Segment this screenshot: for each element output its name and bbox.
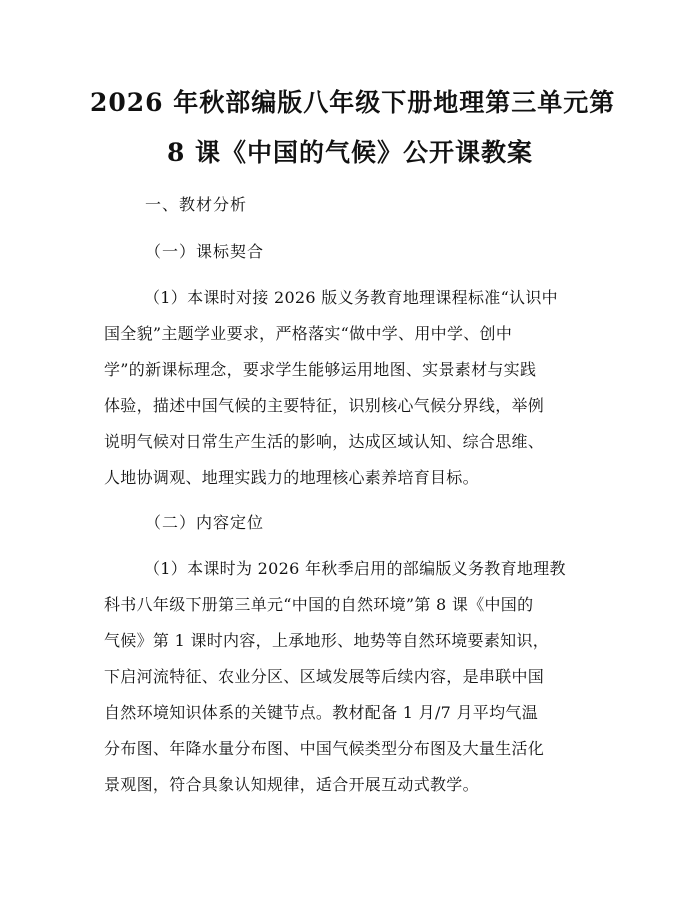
document-title-line-2: 8 课《中国的气候》公开课教案: [166, 138, 534, 167]
subsection-heading-curriculum: （一）课标契合: [145, 242, 265, 261]
paragraph-curriculum: [104, 280, 596, 496]
paragraph-line: （1）本课时为 2026 年秋季启用的部编版义务教育地理教: [144, 559, 566, 578]
paragraph-line: 气候》第 1 课时内容，上承地形、地势等自然环境要素知识，: [104, 631, 550, 650]
paragraph-line: 分布图、年降水量分布图、中国气候类型分布图及大量生活化: [104, 739, 545, 758]
paragraph-line: 下启河流特征、农业分区、区域发展等后续内容，是串联中国: [104, 667, 545, 686]
paragraph-content-positioning: [104, 551, 596, 803]
paragraph-line: 景观图，符合具象认知规律，适合开展互动式教学。: [104, 775, 479, 794]
section-heading-textbook-analysis: 一、教材分析: [145, 195, 248, 214]
document-title-line-1: 2026 年秋部编版八年级下册地理第三单元第: [90, 88, 616, 117]
paragraph-line: 学”的新课标理念，要求学生能够运用地图、实景素材与实践: [104, 360, 537, 379]
paragraph-line: 说明气候对日常生产生活的影响，达成区域认知、综合思维、: [104, 432, 545, 451]
paragraph-line: 科书八年级下册第三单元“中国的自然环境”第 8 课《中国的: [104, 595, 534, 614]
paragraph-line: 国全貌”主题学业要求，严格落实“做中学、用中学、创中: [104, 324, 513, 343]
paragraph-line: 自然环境知识体系的关键节点。教材配备 1 月/7 月平均气温: [104, 703, 539, 722]
paragraph-line: （1）本课时对接 2026 版义务教育地理课程标准“认识中: [144, 288, 558, 307]
subsection-heading-content-positioning: （二）内容定位: [145, 513, 265, 532]
paragraph-line: 人地协调观、地理实践力的地理核心素养培育目标。: [104, 468, 479, 487]
paragraph-line: 体验，描述中国气候的主要特征，识别核心气候分界线，举例: [104, 396, 545, 415]
